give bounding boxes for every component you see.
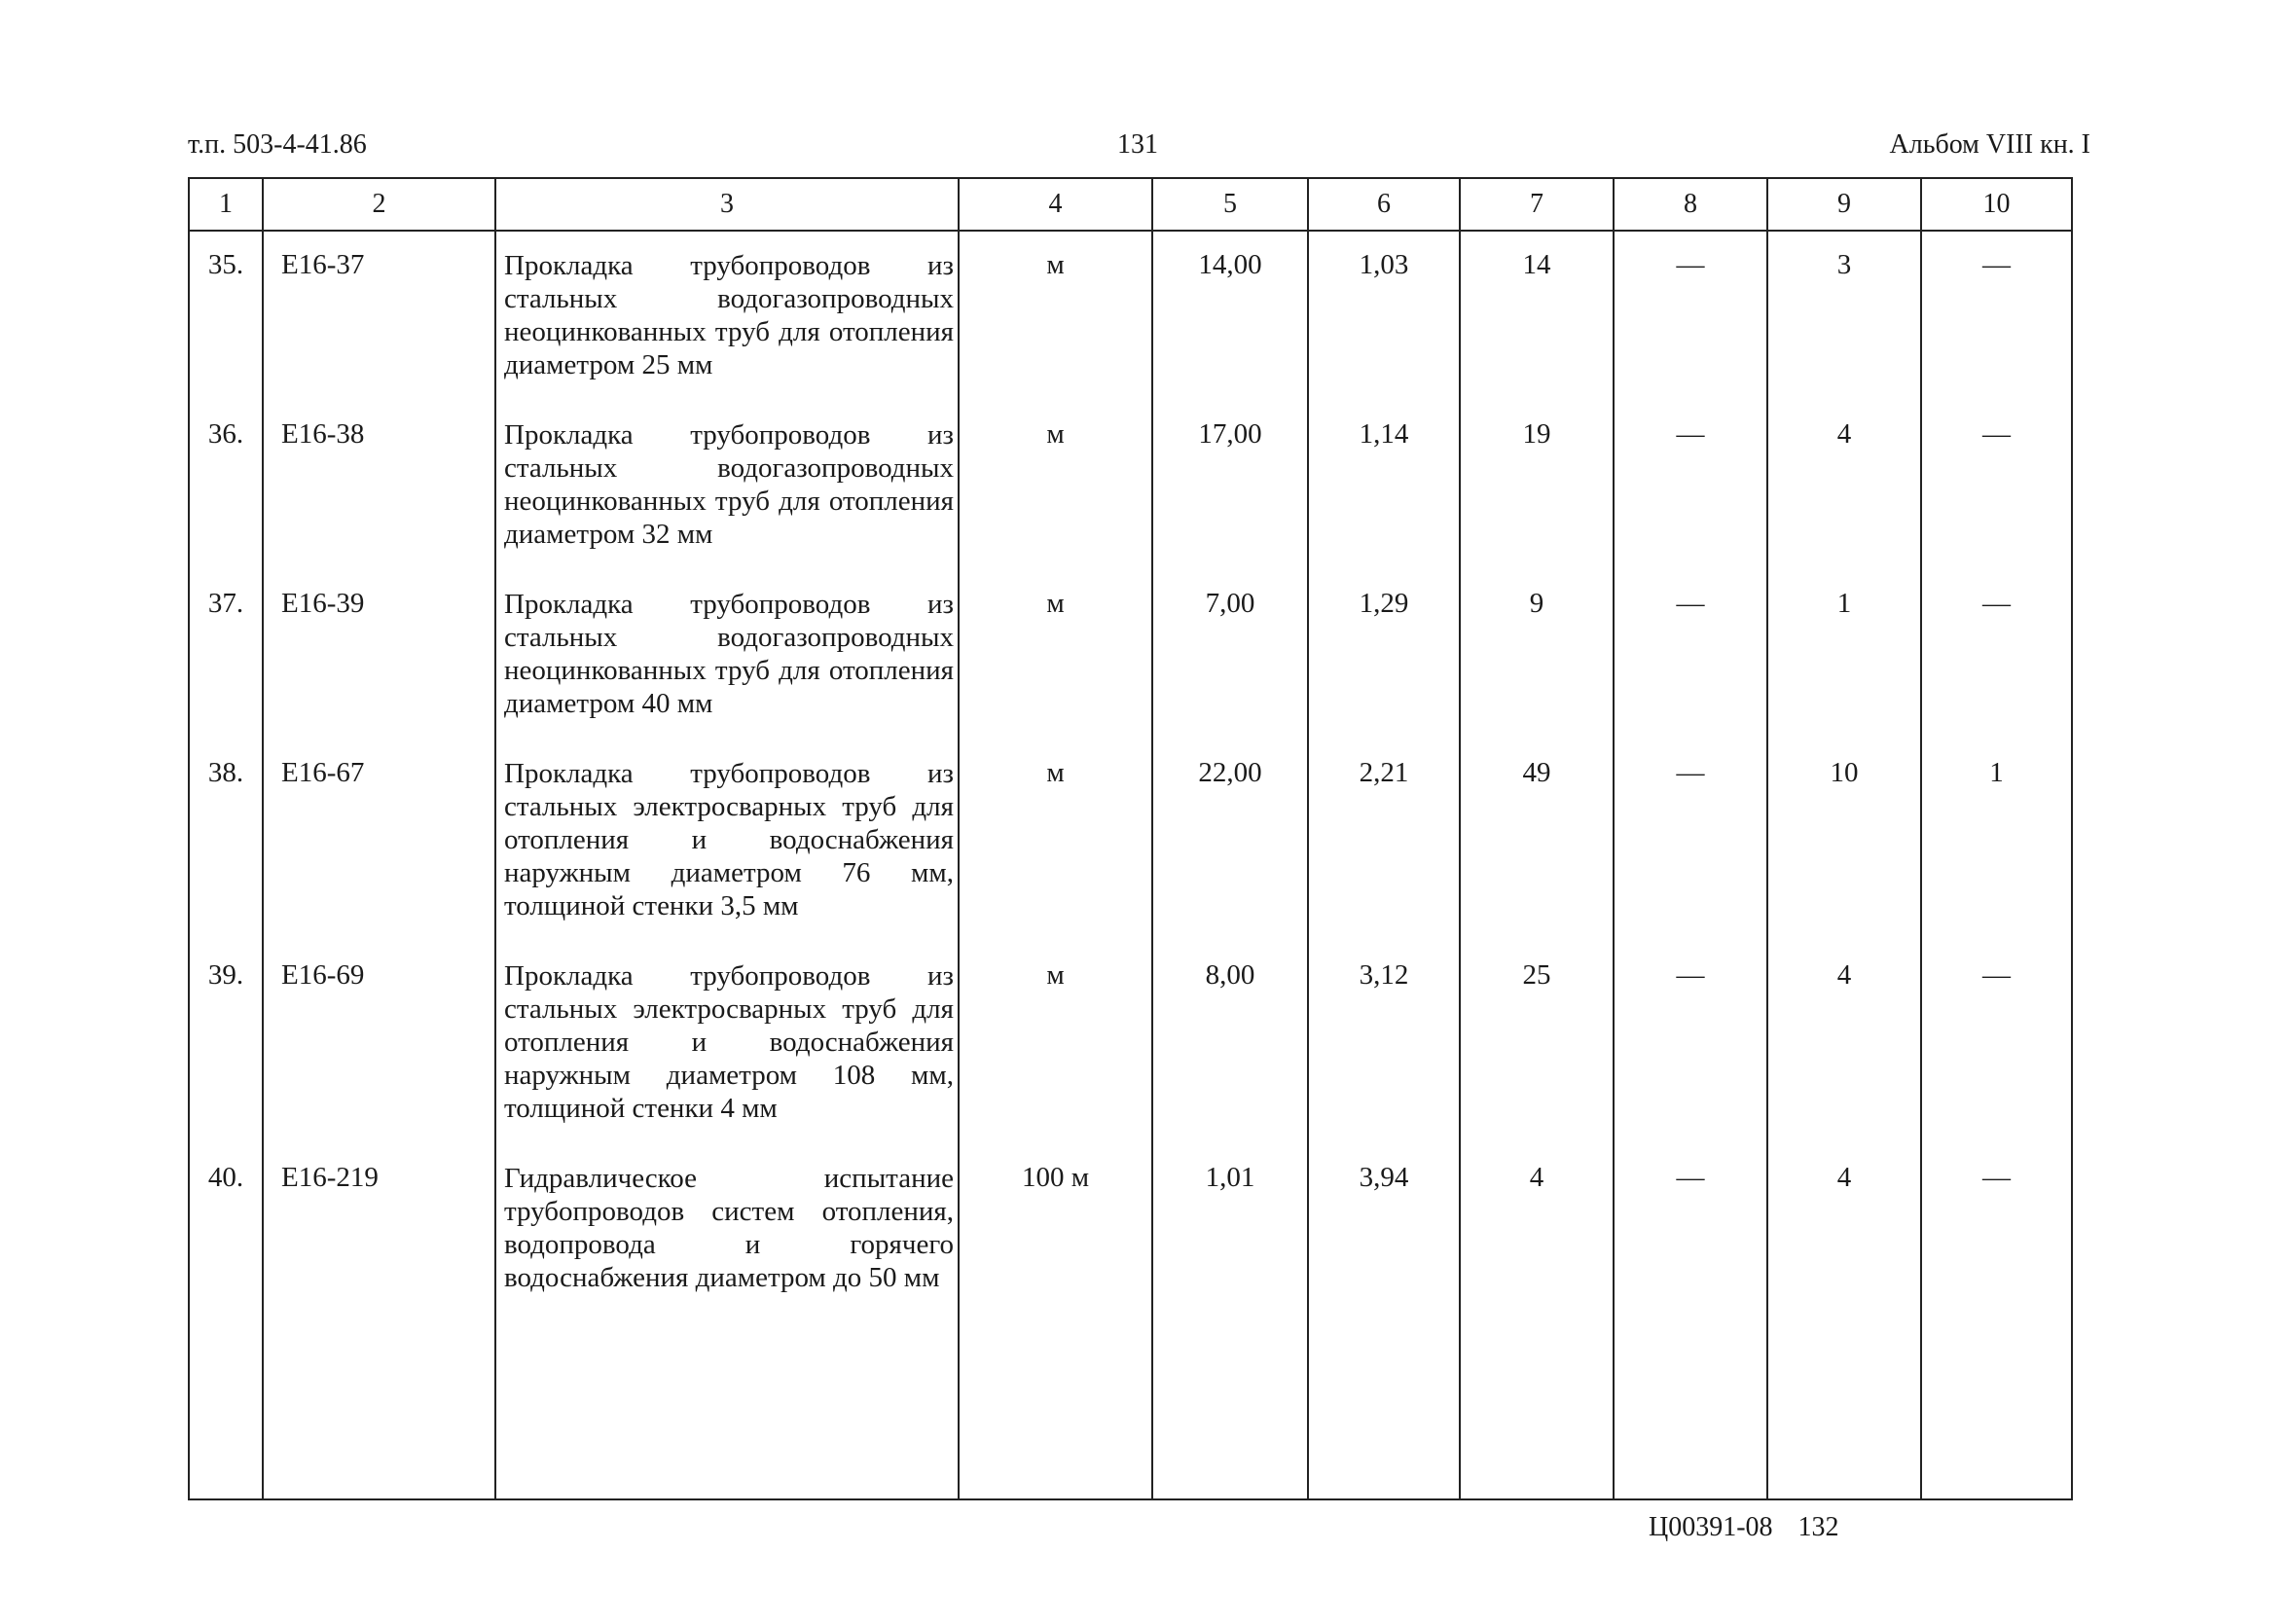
column-number-row — [189, 178, 2072, 231]
column-10-value: 1 — [1921, 740, 2072, 942]
column-header: 10 — [1921, 178, 2072, 231]
column-header: 1 — [189, 178, 263, 231]
table-row — [189, 231, 2072, 401]
unit-cost: 1,03 — [1308, 231, 1460, 401]
unit-of-measure: 100 м — [959, 1144, 1152, 1314]
table-bottom-space — [189, 1314, 2072, 1499]
rate-code: Е16-39 — [263, 570, 495, 740]
row-number: 38. — [189, 740, 263, 942]
table-row — [189, 942, 2072, 1144]
column-header: 3 — [495, 178, 959, 231]
rate-code: Е16-67 — [263, 740, 495, 942]
unit-cost: 3,94 — [1308, 1144, 1460, 1314]
column-8-value: — — [1614, 401, 1767, 570]
column-8-value: — — [1614, 570, 1767, 740]
rate-code: Е16-219 — [263, 1144, 495, 1314]
row-number: 36. — [189, 401, 263, 570]
column-9-value: 1 — [1767, 570, 1921, 740]
row-number: 35. — [189, 231, 263, 401]
work-description: Прокладка трубопроводов из стальных электросварных труб для отопления и водоснабжения наружным диаметром 108 мм, толщиной стенки 4 мм — [495, 942, 959, 1144]
column-header: 8 — [1614, 178, 1767, 231]
rate-code: Е16-37 — [263, 231, 495, 401]
column-9-value: 4 — [1767, 401, 1921, 570]
rate-code: Е16-38 — [263, 401, 495, 570]
unit-of-measure: м — [959, 231, 1152, 401]
column-8-value: — — [1614, 942, 1767, 1144]
column-header: 6 — [1308, 178, 1460, 231]
row-number: 39. — [189, 942, 263, 1144]
unit-of-measure: м — [959, 942, 1152, 1144]
work-description: Прокладка трубопроводов из стальных водогазопроводных неоцинкованных труб для отопления диаметром 25 мм — [495, 231, 959, 401]
estimate-table — [188, 177, 2073, 1500]
total-cost: 19 — [1460, 401, 1614, 570]
column-8-value: — — [1614, 1144, 1767, 1314]
total-cost: 4 — [1460, 1144, 1614, 1314]
total-cost: 14 — [1460, 231, 1614, 401]
quantity: 22,00 — [1152, 740, 1308, 942]
table-row — [189, 740, 2072, 942]
column-8-value: — — [1614, 231, 1767, 401]
unit-cost: 2,21 — [1308, 740, 1460, 942]
column-10-value: — — [1921, 942, 2072, 1144]
quantity: 1,01 — [1152, 1144, 1308, 1314]
unit-cost: 1,29 — [1308, 570, 1460, 740]
column-9-value: 3 — [1767, 231, 1921, 401]
work-description: Прокладка трубопроводов из стальных электросварных труб для отопления и водоснабжения наружным диаметром 76 мм, толщиной стенки 3,5 мм — [495, 740, 959, 942]
unit-cost: 3,12 — [1308, 942, 1460, 1144]
quantity: 8,00 — [1152, 942, 1308, 1144]
row-number: 40. — [189, 1144, 263, 1314]
total-cost: 25 — [1460, 942, 1614, 1144]
unit-of-measure: м — [959, 570, 1152, 740]
sheet-footer — [1649, 1512, 1839, 1543]
table-row — [189, 570, 2072, 740]
document-code: Ц00391-08 — [1649, 1512, 1773, 1542]
column-10-value: — — [1921, 401, 2072, 570]
column-8-value: — — [1614, 740, 1767, 942]
work-description: Прокладка трубопроводов из стальных водогазопроводных неоцинкованных труб для отопления диаметром 32 мм — [495, 401, 959, 570]
column-header: 7 — [1460, 178, 1614, 231]
column-10-value: — — [1921, 570, 2072, 740]
sheet-number: 132 — [1797, 1512, 1839, 1542]
album-label: Альбом VIII кн. I — [1889, 129, 2090, 160]
total-cost: 49 — [1460, 740, 1614, 942]
column-10-value: — — [1921, 1144, 2072, 1314]
column-9-value: 4 — [1767, 1144, 1921, 1314]
rate-code: Е16-69 — [263, 942, 495, 1144]
column-header: 4 — [959, 178, 1152, 231]
table-row — [189, 1144, 2072, 1314]
table-row — [189, 401, 2072, 570]
column-header: 9 — [1767, 178, 1921, 231]
work-description: Прокладка трубопроводов из стальных водогазопроводных неоцинкованных труб для отопления диаметром 40 мм — [495, 570, 959, 740]
row-number: 37. — [189, 570, 263, 740]
column-header: 2 — [263, 178, 495, 231]
quantity: 7,00 — [1152, 570, 1308, 740]
page-number: 131 — [1117, 129, 1158, 160]
work-description: Гидравлическое испытание трубопроводов систем отопления, водопровода и горячего водоснабжения диаметром до 50 мм — [495, 1144, 959, 1314]
quantity: 14,00 — [1152, 231, 1308, 401]
doc-designation: т.п. 503-4-41.86 — [188, 129, 367, 160]
total-cost: 9 — [1460, 570, 1614, 740]
unit-of-measure: м — [959, 401, 1152, 570]
column-9-value: 4 — [1767, 942, 1921, 1144]
column-10-value: — — [1921, 231, 2072, 401]
unit-cost: 1,14 — [1308, 401, 1460, 570]
column-9-value: 10 — [1767, 740, 1921, 942]
quantity: 17,00 — [1152, 401, 1308, 570]
column-header: 5 — [1152, 178, 1308, 231]
unit-of-measure: м — [959, 740, 1152, 942]
